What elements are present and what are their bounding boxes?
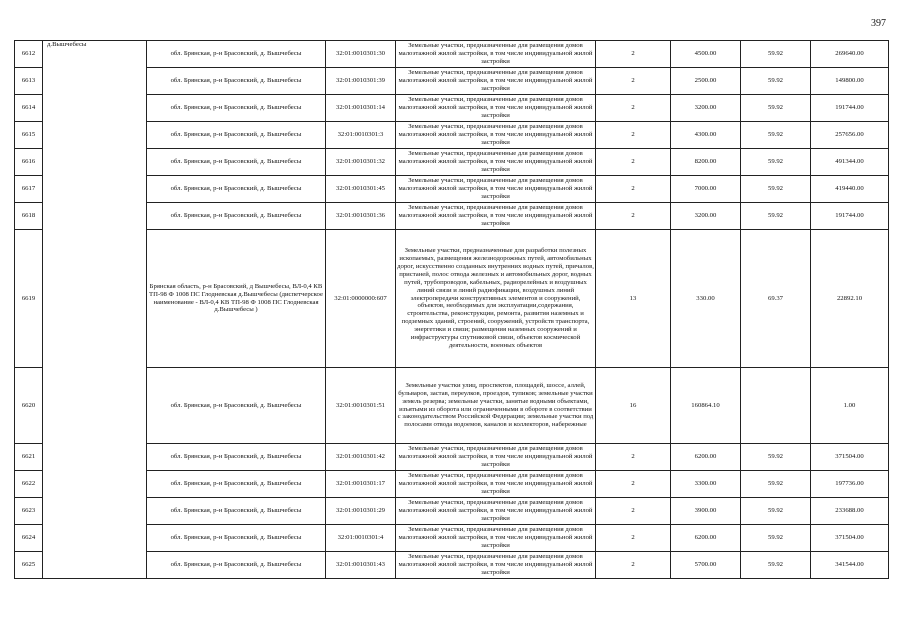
value-cell: 371504.00: [811, 525, 889, 552]
purpose-cell: Земельные участки, предназначенные для размещения домов малоэтажной жилой застройки, в том числе индивидуальной жилой застройки: [396, 176, 596, 203]
area-cell: 330.00: [671, 230, 741, 368]
group-cell: 16: [596, 368, 671, 444]
cadastre-cell: 32:01:0010301:14: [326, 95, 396, 122]
rate-cell: [741, 368, 811, 444]
table-body: [15, 41, 889, 579]
table-row: [15, 149, 889, 176]
group-cell: 2: [596, 149, 671, 176]
value-cell: 269640.00: [811, 41, 889, 68]
row-number-cell: 6615: [15, 122, 43, 149]
address-cell: обл. Брянская, р-н Брасовский, д. Вышчебесы: [147, 203, 326, 230]
row-number-cell: 6623: [15, 498, 43, 525]
row-number-cell: 6612: [15, 41, 43, 68]
value-cell: 149800.00: [811, 68, 889, 95]
area-cell: 160864.10: [671, 368, 741, 444]
purpose-cell: Земельные участки, предназначенные для разработки полезных ископаемых, размещения железнодорожных путей, автомобильных дорог, искусственно созданных внутренних водных путей, причалов, пристаней, полос отвода железных и автомобильных дорог, водных путей, трубопроводов, кабельных, радиорелейных и воздушных линий связи и линий радиофикации, воздушных линий электропередачи конструктивных элементов и сооружений, объектов, необходимых для эксплуатации,содержания, строительства, реконструкции, ремонта, развития наземных и подземных зданий, строений, сооружений, устройств транспорта, энергетики и связи; размещения наземных сооружений и инфраструктуры спутниковой связи, объектов космической деятельности, военных объектов: [396, 230, 596, 368]
rate-cell: 59.92: [741, 41, 811, 68]
area-cell: 7000.00: [671, 176, 741, 203]
area-cell: 4500.00: [671, 41, 741, 68]
group-cell: 2: [596, 471, 671, 498]
address-cell: обл. Брянская, р-н Брасовский, д. Вышчебесы: [147, 552, 326, 579]
rate-cell: 59.92: [741, 525, 811, 552]
cadastre-cell: 32:01:0010301:32: [326, 149, 396, 176]
table-row: [15, 203, 889, 230]
row-number-cell: 6616: [15, 149, 43, 176]
rate-cell: 59.92: [741, 498, 811, 525]
area-cell: 4300.00: [671, 122, 741, 149]
area-cell: 8200.00: [671, 149, 741, 176]
group-cell: 2: [596, 444, 671, 471]
table-row: [15, 122, 889, 149]
purpose-cell: Земельные участки, предназначенные для размещения домов малоэтажной жилой застройки, в том числе индивидуальной жилой застройки: [396, 41, 596, 68]
area-cell: 3200.00: [671, 203, 741, 230]
purpose-cell: Земельные участки, предназначенные для размещения домов малоэтажной жилой застройки, в том числе индивидуальной жилой застройки: [396, 68, 596, 95]
purpose-cell: Земельные участки, предназначенные для размещения домов малоэтажной жилой застройки, в том числе индивидуальной жилой застройки: [396, 149, 596, 176]
purpose-cell: Земельные участки, предназначенные для размещения домов малоэтажной жилой застройки, в том числе индивидуальной жилой застройки: [396, 95, 596, 122]
row-number-cell: 6620: [15, 368, 43, 444]
rate-cell: 59.92: [741, 149, 811, 176]
rate-cell: 59.92: [741, 552, 811, 579]
value-cell: 341544.00: [811, 552, 889, 579]
purpose-cell: Земельные участки, предназначенные для размещения домов малоэтажной жилой застройки, в том числе индивидуальной жилой застройки: [396, 122, 596, 149]
address-cell: обл. Брянская, р-н Брасовский, д. Вышчебесы: [147, 122, 326, 149]
rate-cell: 59.92: [741, 203, 811, 230]
table-row: [15, 471, 889, 498]
value-cell: 22892.10: [811, 230, 889, 368]
address-cell: обл. Брянская, р-н Брасовский, д. Вышчебесы: [147, 368, 326, 444]
cadastre-cell: 32:01:0010301:39: [326, 68, 396, 95]
cadastre-cell: 32:01:0010301:51: [326, 368, 396, 444]
rate-cell: 59.92: [741, 176, 811, 203]
purpose-cell: Земельные участки улиц, проспектов, площадей, шоссе, аллей, бульваров, застав, переулков, проездов, тупиков; земельные участки земель резерва; земельные участки, занятые водными объектами, изъятыми из оборота или ограниченными в обороте в соответствии с законодательством Российской Федерации; земельные участки под полосами отвода водоемов, каналов и коллекторов, набережные: [396, 368, 596, 444]
group-cell: 2: [596, 41, 671, 68]
cadastre-cell: 32:01:0010301:30: [326, 41, 396, 68]
purpose-cell: Земельные участки, предназначенные для размещения домов малоэтажной жилой застройки, в том числе индивидуальной жилой застройки: [396, 525, 596, 552]
cadastre-cell: 32:01:0000000:607: [326, 230, 396, 368]
cadastre-cell: 32:01:0010301:3: [326, 122, 396, 149]
area-cell: 6200.00: [671, 444, 741, 471]
table-row: [15, 498, 889, 525]
value-cell: 491344.00: [811, 149, 889, 176]
row-number-cell: 6617: [15, 176, 43, 203]
value-cell: 191744.00: [811, 203, 889, 230]
table-row: [15, 68, 889, 95]
purpose-cell: Земельные участки, предназначенные для размещения домов малоэтажной жилой застройки, в том числе индивидуальной жилой застройки: [396, 552, 596, 579]
address-cell: обл. Брянская, р-н Брасовский, д. Вышчебесы: [147, 525, 326, 552]
table-row: [15, 95, 889, 122]
purpose-cell: Земельные участки, предназначенные для размещения домов малоэтажной жилой застройки, в том числе индивидуальной жилой застройки: [396, 498, 596, 525]
group-cell: 13: [596, 230, 671, 368]
group-cell: 2: [596, 68, 671, 95]
rate-cell: 69.37: [741, 230, 811, 368]
area-cell: 3900.00: [671, 498, 741, 525]
cadastre-cell: 32:01:0010301:36: [326, 203, 396, 230]
area-cell: 3300.00: [671, 471, 741, 498]
area-cell: 2500.00: [671, 68, 741, 95]
locality-cell: д.Вышчебесы: [43, 41, 147, 579]
address-cell: обл. Брянская, р-н Брасовский, д. Вышчебесы: [147, 68, 326, 95]
rate-cell: 59.92: [741, 68, 811, 95]
row-number-cell: 6619: [15, 230, 43, 368]
address-cell: Брянская область, р-н Брасовский, д Вышчебесы, ВЛ-0,4 КВ ТП-98 Ф 1008 ПС Глодневская д.Вышчебесы (диспетчерское наименование - ВЛ-0,4 КВ ТП-98 Ф 1008 ПС Глодневская д.Вышчебесы ): [147, 230, 326, 368]
rate-cell: 59.92: [741, 122, 811, 149]
value-cell: 233688.00: [811, 498, 889, 525]
cadastre-cell: 32:01:0010301:42: [326, 444, 396, 471]
row-number-cell: 6624: [15, 525, 43, 552]
area-cell: 6200.00: [671, 525, 741, 552]
rate-cell: 59.92: [741, 444, 811, 471]
address-cell: обл. Брянская, р-н Брасовский, д. Вышчебесы: [147, 471, 326, 498]
group-cell: 2: [596, 122, 671, 149]
table-row: [15, 41, 889, 68]
row-number-cell: 6621: [15, 444, 43, 471]
table-row: [15, 368, 889, 444]
value-cell: 419440.00: [811, 176, 889, 203]
cadastre-cell: 32:01:0010301:29: [326, 498, 396, 525]
purpose-cell: Земельные участки, предназначенные для размещения домов малоэтажной жилой застройки, в том числе индивидуальной жилой застройки: [396, 203, 596, 230]
purpose-cell: Земельные участки, предназначенные для размещения домов малоэтажной жилой застройки, в том числе индивидуальной жилой застройки: [396, 471, 596, 498]
table-row: [15, 444, 889, 471]
rate-cell: 59.92: [741, 95, 811, 122]
purpose-cell: Земельные участки, предназначенные для размещения домов малоэтажной жилой застройки, в том числе индивидуальной жилой застройки: [396, 444, 596, 471]
row-number-cell: 6618: [15, 203, 43, 230]
table-row: [15, 525, 889, 552]
group-cell: 2: [596, 95, 671, 122]
group-cell: 2: [596, 203, 671, 230]
cadastre-cell: 32:01:0010301:4: [326, 525, 396, 552]
address-cell: обл. Брянская, р-н Брасовский, д. Вышчебесы: [147, 95, 326, 122]
address-cell: обл. Брянская, р-н Брасовский, д. Вышчебесы: [147, 444, 326, 471]
group-cell: 2: [596, 498, 671, 525]
row-number-cell: 6622: [15, 471, 43, 498]
group-cell: 2: [596, 176, 671, 203]
row-number-cell: 6614: [15, 95, 43, 122]
address-cell: обл. Брянская, р-н Брасовский, д. Вышчебесы: [147, 176, 326, 203]
cadastre-cell: 32:01:0010301:45: [326, 176, 396, 203]
table-row: [15, 552, 889, 579]
page-number: 397: [871, 18, 886, 29]
value-cell: 371504.00: [811, 444, 889, 471]
group-cell: 2: [596, 525, 671, 552]
address-cell: обл. Брянская, р-н Брасовский, д. Вышчебесы: [147, 149, 326, 176]
table-row: [15, 230, 889, 368]
row-number-cell: 6613: [15, 68, 43, 95]
value-cell: 1.00: [811, 368, 889, 444]
address-cell: обл. Брянская, р-н Брасовский, д. Вышчебесы: [147, 41, 326, 68]
value-cell: 191744.00: [811, 95, 889, 122]
area-cell: 5700.00: [671, 552, 741, 579]
table-row: [15, 176, 889, 203]
rate-cell: 59.92: [741, 471, 811, 498]
value-cell: 197736.00: [811, 471, 889, 498]
address-cell: обл. Брянская, р-н Брасовский, д. Вышчебесы: [147, 498, 326, 525]
row-number-cell: 6625: [15, 552, 43, 579]
area-cell: 3200.00: [671, 95, 741, 122]
cadastre-cell: 32:01:0010301:43: [326, 552, 396, 579]
group-cell: 2: [596, 552, 671, 579]
value-cell: 257656.00: [811, 122, 889, 149]
cadastre-cell: 32:01:0010301:17: [326, 471, 396, 498]
cadastral-value-table: [14, 40, 889, 579]
